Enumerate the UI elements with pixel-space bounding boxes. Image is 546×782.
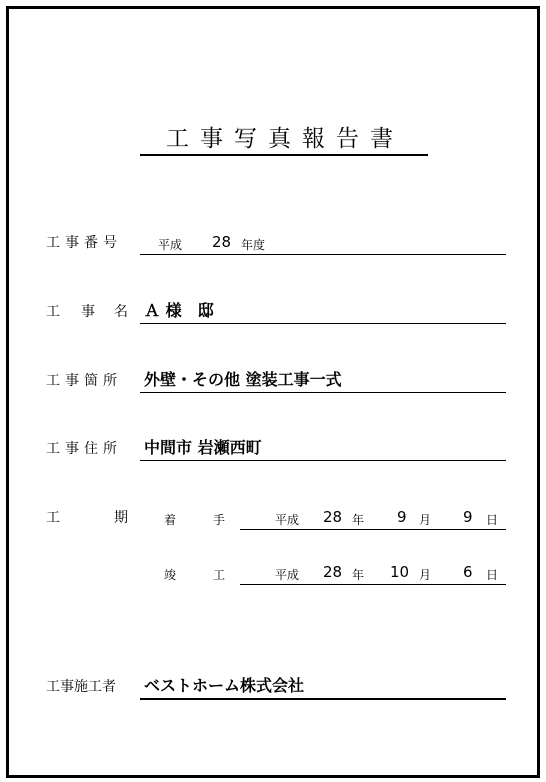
start-year-unit: 年: [352, 513, 365, 527]
start-month-unit: 月: [419, 513, 432, 527]
end-day-unit: 日: [486, 568, 499, 582]
end-year-unit: 年: [352, 568, 365, 582]
construction-name-label-2: 事: [81, 304, 95, 320]
contractor-line: [140, 698, 506, 700]
construction-address-label: 工事住所: [46, 441, 122, 457]
construction-site-line: [140, 392, 506, 393]
start-era: 平成: [275, 513, 300, 527]
start-month: 9: [397, 508, 407, 526]
end-year: 28: [323, 563, 343, 581]
construction-name-label-3: 名: [114, 304, 128, 320]
construction-name-line: [140, 323, 506, 324]
start-label-2: 手: [213, 513, 226, 527]
title-underline: [140, 154, 428, 156]
construction-name-label-1: 工: [46, 304, 60, 320]
contractor-label: 工事施工者: [46, 679, 116, 695]
start-day: 9: [463, 508, 473, 526]
construction-number-suffix: 年度: [241, 238, 266, 252]
end-date-line: [240, 584, 506, 585]
start-day-unit: 日: [486, 513, 499, 527]
construction-number-line: [140, 254, 506, 255]
end-label-2: 工: [213, 568, 226, 582]
start-label-1: 着: [164, 513, 177, 527]
construction-name-value: Ａ 様 邸: [144, 301, 214, 320]
start-year: 28: [323, 508, 343, 526]
construction-site-value: 外壁・その他 塗装工事一式: [144, 370, 342, 389]
start-date-line: [240, 529, 506, 530]
end-label-1: 竣: [164, 568, 177, 582]
end-era: 平成: [275, 568, 300, 582]
period-label-1: 工: [46, 510, 60, 526]
end-day: 6: [463, 563, 473, 581]
page-title: 工事写真報告書: [166, 126, 404, 152]
construction-number-era: 平成: [158, 238, 183, 252]
end-month: 10: [390, 563, 410, 581]
period-label-2: 期: [114, 510, 128, 526]
construction-number-year: 28: [212, 233, 232, 251]
end-month-unit: 月: [419, 568, 432, 582]
construction-address-line: [140, 460, 506, 461]
construction-address-value: 中間市 岩瀬西町: [144, 438, 262, 457]
construction-site-label: 工事箇所: [46, 373, 122, 389]
construction-number-label: 工事番号: [46, 235, 122, 251]
contractor-value: ベストホーム株式会社: [144, 676, 305, 695]
